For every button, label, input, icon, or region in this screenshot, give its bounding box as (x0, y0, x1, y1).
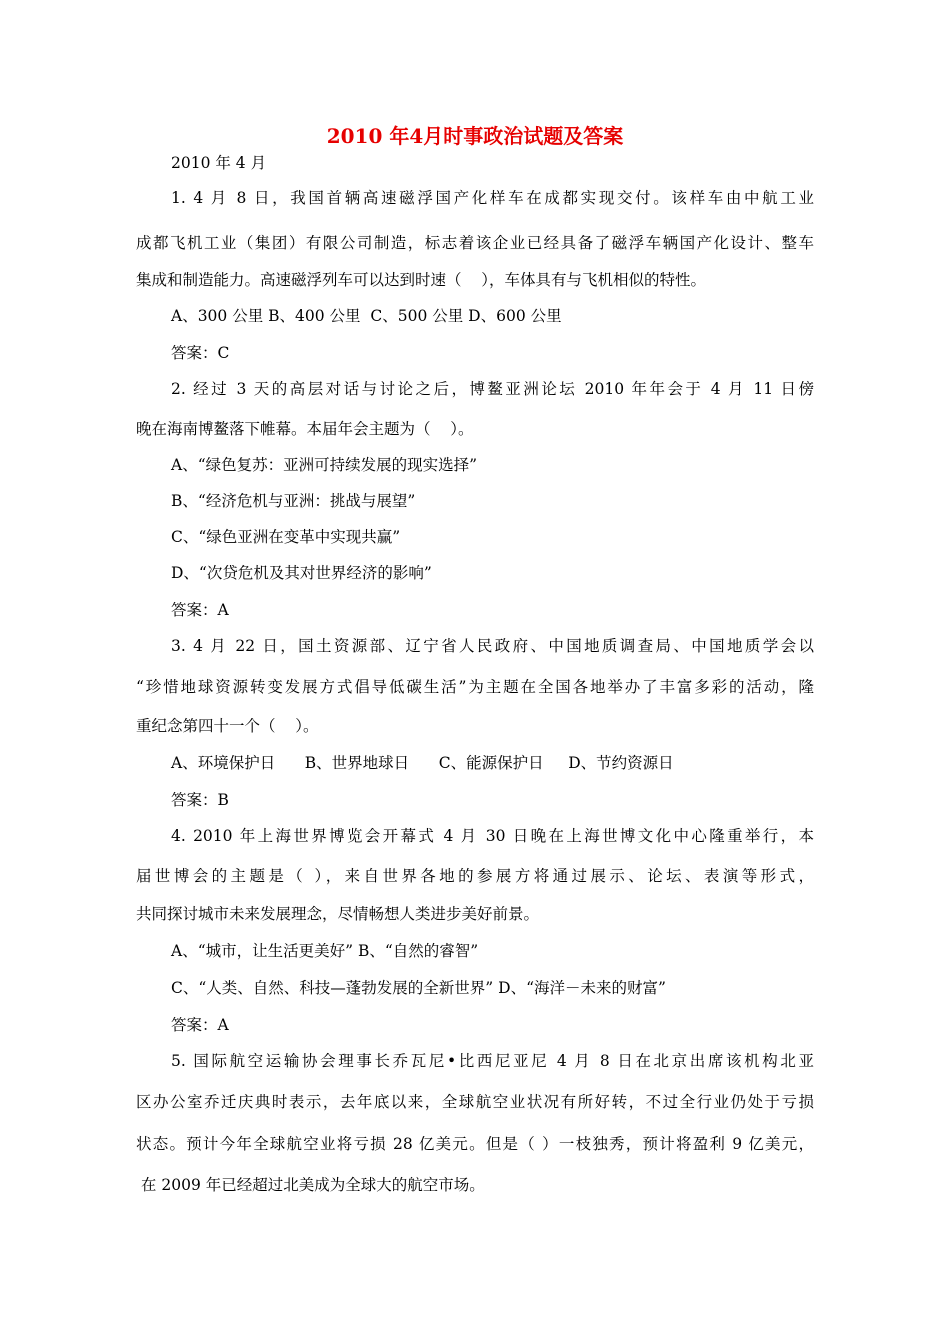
q2-option-a: A、“绿色复苏：亚洲可持续发展的现实选择” (171, 456, 478, 474)
q5-line3: 状态。预计今年全球航空业将亏损 28 亿美元。但是（ ）一枝独秀，预计将盈利 9 亿美元， (136, 1135, 814, 1153)
q5-line2: 区办公室乔迁庆典时表示，去年底以来，全球航空业状况有所好转，不过全行业仍处于亏损 (136, 1093, 814, 1111)
q3-line1: 3. 4 月 22 日，国土资源部、辽宁省人民政府、中国地质调查局、中国地质学会以 (171, 637, 814, 655)
q5-line1: 5. 国际航空运输协会理事长乔瓦尼•比西尼亚尼 4 月 8 日在北京出席该机构北亚 (171, 1052, 814, 1070)
q1-answer: 答案：C (171, 344, 230, 362)
date-line: 2010 年 4 月 (171, 154, 267, 172)
q3-options: A、环境保护日 B、世界地球日 C、能源保护日 D、节约资源日 (171, 754, 674, 772)
q5-line4: 在 2009 年已经超过北美成为全球大的航空市场。 (136, 1176, 485, 1194)
q4-line3: 共同探讨城市未来发展理念，尽情畅想人类进步美好前景。 (136, 905, 540, 923)
page-title: 2010 年4月时事政治试题及答案 (326, 124, 624, 148)
q3-line2: “珍惜地球资源转变发展方式倡导低碳生活”为主题在全国各地举办了丰富多彩的活动，隆 (136, 678, 814, 696)
q4-options-2: C、“人类、自然、科技—蓬勃发展的全新世界” D、“海洋－未来的财富” (171, 979, 666, 997)
q3-line3: 重纪念第四十一个（ ）。 (136, 717, 319, 735)
q1-options: A、300 公里 B、400 公里 C、500 公里 D、600 公里 (171, 307, 562, 325)
q4-answer: 答案：A (171, 1016, 229, 1034)
q1-line1: 1. 4 月 8 日，我国首辆高速磁浮国产化样车在成都实现交付。该样车由中航工业 (171, 189, 814, 207)
q4-line1: 4. 2010 年上海世界博览会开幕式 4 月 30 日晚在上海世博文化中心隆重举行，本 (171, 827, 814, 845)
q2-line1: 2. 经过 3 天的高层对话与讨论之后，博鳌亚洲论坛 2010 年年会于 4 月 11 日傍 (171, 380, 814, 398)
q4-line2: 届世博会的主题是（ ），来自世界各地的参展方将通过展示、论坛、表演等形式， (136, 867, 814, 885)
q2-option-b: B、“经济危机与亚洲：挑战与展望” (171, 492, 416, 510)
q1-line2: 成都飞机工业（集团）有限公司制造，标志着该企业已经具备了磁浮车辆国产化设计、整车 (136, 234, 814, 252)
q2-option-c: C、“绿色亚洲在变革中实现共赢” (171, 528, 401, 546)
q3-answer: 答案：B (171, 791, 229, 809)
q2-answer: 答案：A (171, 601, 229, 619)
q4-options-1: A、“城市，让生活更美好” B、“自然的睿智” (171, 942, 479, 960)
q2-option-d: D、“次贷危机及其对世界经济的影响” (171, 564, 432, 582)
q2-line2: 晚在海南博鳌落下帷幕。本届年会主题为（ ）。 (136, 420, 474, 438)
q1-line3: 集成和制造能力。高速磁浮列车可以达到时速（ ），车体具有与飞机相似的特性。 (136, 271, 706, 289)
